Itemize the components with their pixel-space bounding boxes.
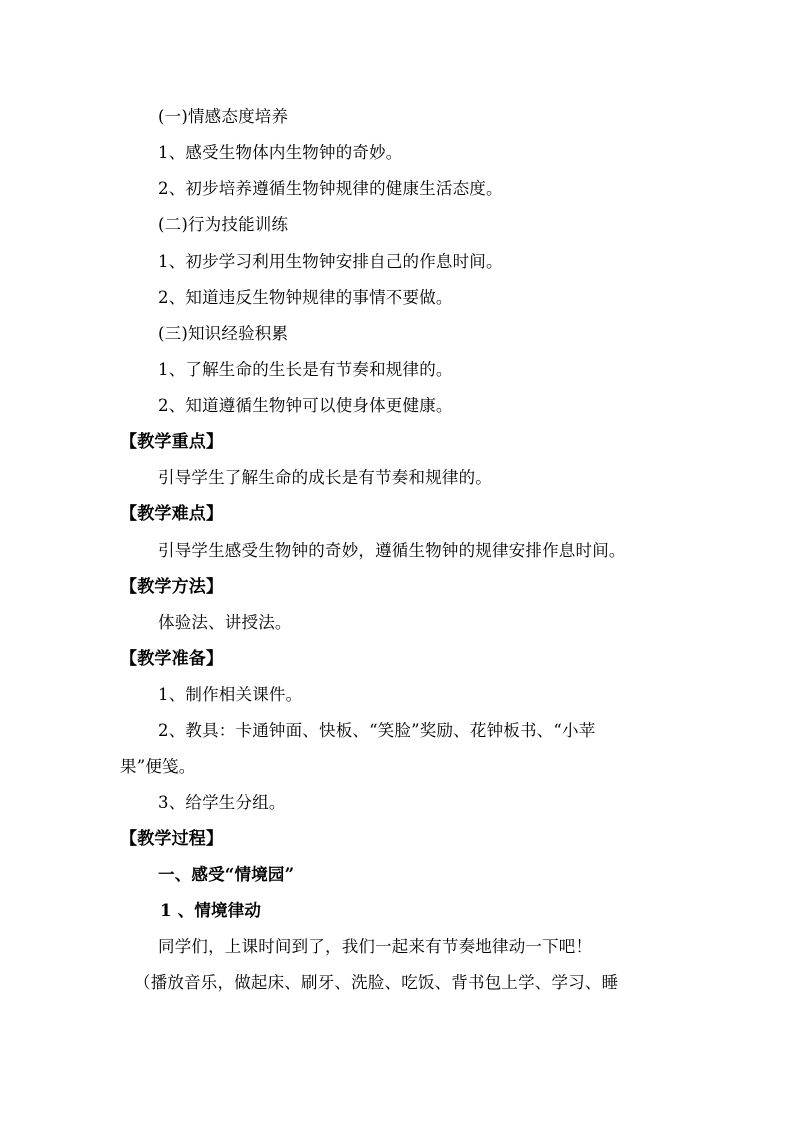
paragraph: 2、知道违反生物钟规律的事情不要做。 (158, 288, 453, 307)
section-heading-skills: (二)行为技能训练 (158, 215, 289, 234)
paragraph: 2、教具：卡通钟面、快板、“笑脸”奖励、花钟板书、“小苹 (158, 721, 596, 740)
paragraph: 引导学生了解生命的成长是有节奏和规律的。 (158, 468, 492, 487)
heading-key-points: 【教学重点】 (120, 432, 224, 452)
paragraph: 同学们，上课时间到了，我们一起来有节奏地律动一下吧！ (158, 937, 593, 956)
paragraph: （播放音乐，做起床、刷牙、洗脸、吃饭、背书包上学、学习、睡 (134, 973, 619, 992)
paragraph: 引导学生感受生物钟的奇妙，遵循生物钟的规律安排作息时间。 (158, 541, 626, 560)
subheading-rhythm: 1 、情境律动 (160, 901, 262, 920)
paragraph: 1、制作相关课件。 (158, 685, 303, 704)
paragraph: 1、感受生物体内生物钟的奇妙。 (158, 143, 403, 162)
section-heading-knowledge: (三)知识经验积累 (158, 324, 289, 343)
paragraph: 1、初步学习利用生物钟安排自己的作息时间。 (158, 252, 503, 271)
heading-difficulties: 【教学难点】 (120, 504, 224, 524)
subheading-scene: 一、感受“情境园” (158, 865, 295, 884)
paragraph: 2、知道遵循生物钟可以使身体更健康。 (158, 396, 453, 415)
heading-methods: 【教学方法】 (120, 577, 224, 597)
heading-preparation: 【教学准备】 (120, 649, 224, 669)
paragraph: 3、给学生分组。 (158, 793, 286, 812)
paragraph: 2、初步培养遵循生物钟规律的健康生活态度。 (158, 179, 503, 198)
paragraph-continuation: 果”便笺。 (120, 757, 196, 776)
heading-process: 【教学过程】 (120, 829, 224, 849)
paragraph: 体验法、讲授法。 (158, 613, 292, 632)
section-heading-attitude: (一)情感态度培养 (158, 107, 289, 126)
paragraph: 1、了解生命的生长是有节奏和规律的。 (158, 360, 453, 379)
